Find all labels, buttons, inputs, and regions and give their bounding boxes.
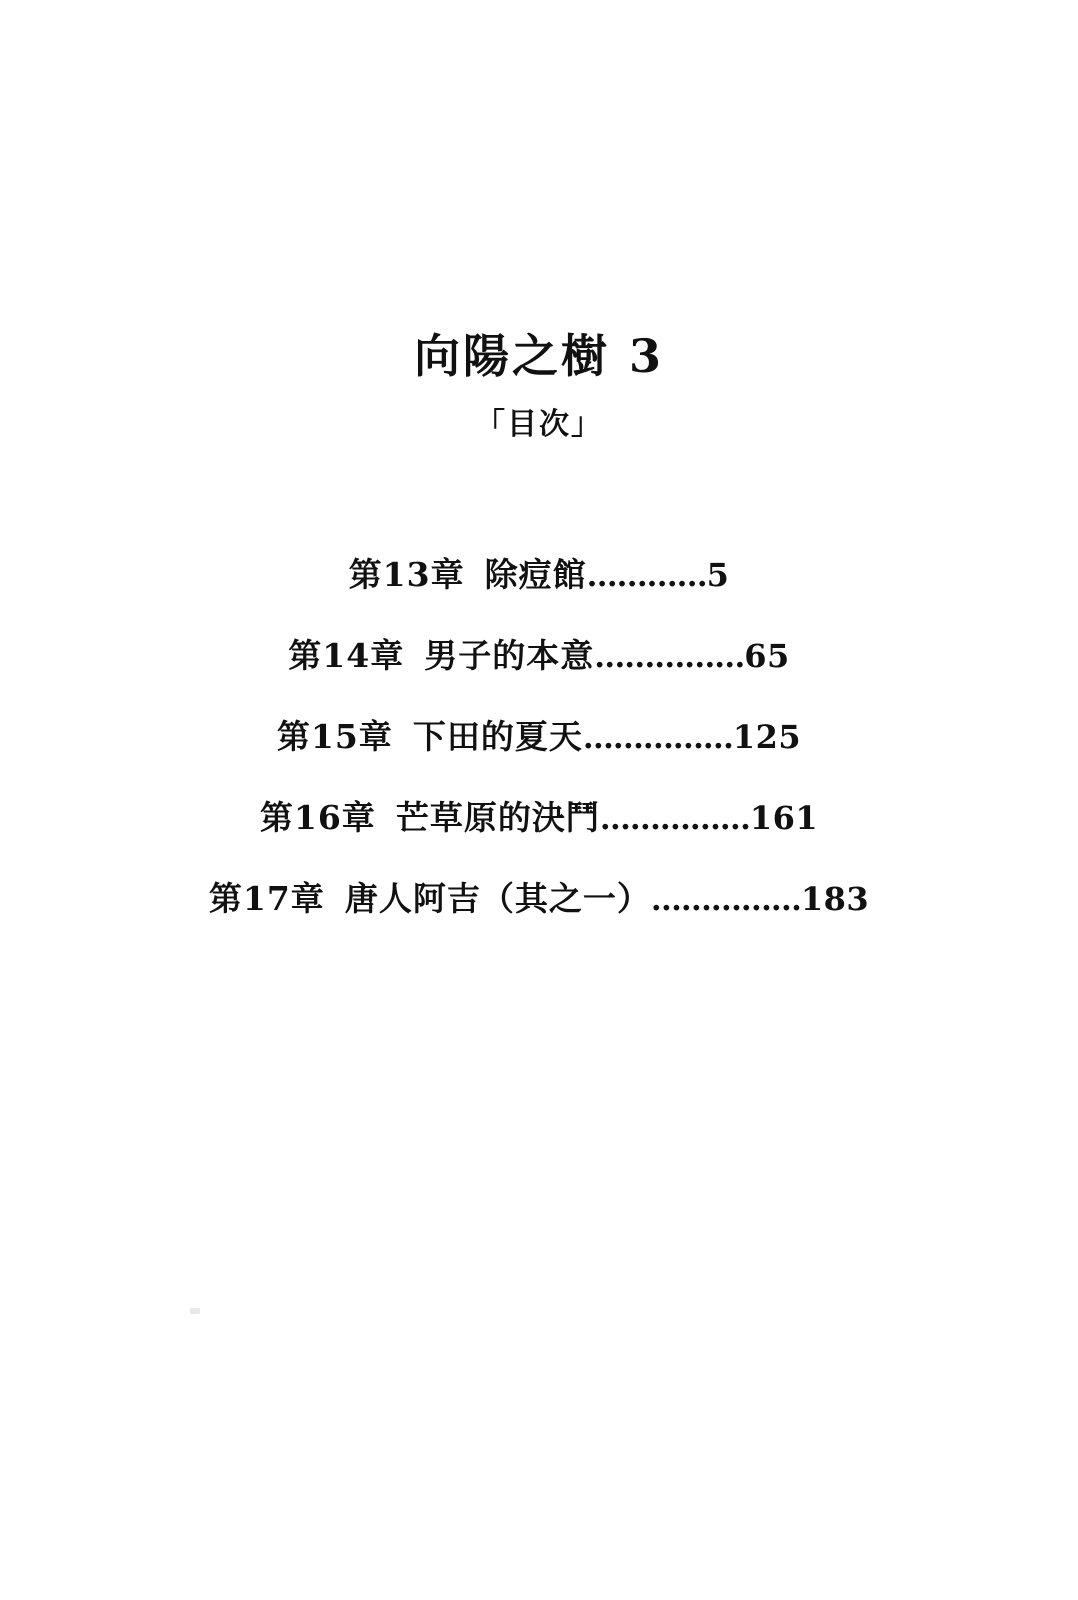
page-number: 161 (749, 799, 819, 837)
toc-heading: 「目次」 (475, 406, 603, 442)
page-number: 65 (744, 637, 790, 675)
list-item[interactable] (0, 798, 1078, 837)
chapter-number: 第17章 (208, 879, 325, 918)
chapter-title: 芒草原的決鬥 (395, 798, 600, 837)
list-item[interactable] (0, 717, 1078, 756)
chapter-number: 第14章 (288, 636, 405, 675)
page-number: 183 (800, 880, 870, 918)
page-title: 向陽之樹 3 (413, 329, 665, 383)
list-item[interactable] (0, 555, 1078, 594)
chapter-number: 第13章 (348, 555, 465, 594)
chapter-title: 唐人阿吉（其之一） (344, 879, 651, 918)
list-item[interactable] (0, 636, 1078, 675)
leader-dots: …………… (650, 882, 801, 918)
leader-dots: …………… (582, 720, 733, 756)
title-block (0, 330, 1078, 443)
page-number: 5 (706, 556, 730, 594)
chapter-number: 第16章 (259, 798, 376, 837)
chapter-title: 下田的夏天 (412, 717, 583, 756)
leader-dots: …………… (594, 639, 745, 675)
chapter-title: 除痘館 (484, 555, 587, 594)
leader-dots: …………… (599, 801, 750, 837)
page-number: 125 (732, 718, 802, 756)
chapter-title: 男子的本意 (424, 636, 595, 675)
list-item[interactable] (0, 879, 1078, 918)
leader-dots: ………… (586, 558, 707, 594)
toc-list (0, 555, 1078, 963)
chapter-number: 第15章 (276, 717, 393, 756)
paper-speck (190, 1308, 200, 1314)
